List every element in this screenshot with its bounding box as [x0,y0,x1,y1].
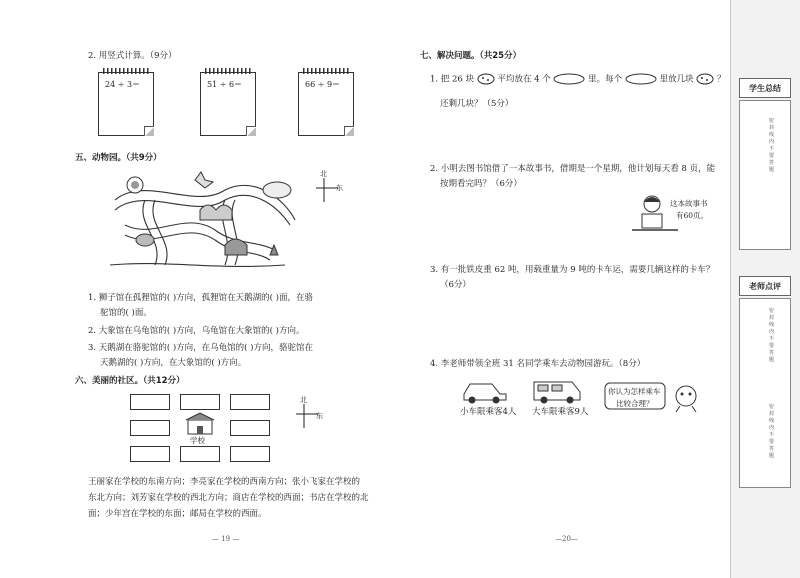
school-building-icon [186,412,214,436]
community-box-n [180,394,220,410]
community-box-w [130,420,170,436]
community-text-line-1: 王丽家在学校的东南方向；李亮家在学校的西南方向；张小飞家在学校的 [88,477,361,487]
calc-card-2 [200,72,256,136]
big-car-icon [530,376,584,404]
zoo-question-1-cont: 驼馆的( )面。 [100,308,152,318]
zoo-question-3-cont: 天鹅湖的( )方向，在大象馆的( )方向。 [100,358,247,368]
q3-line1: 3. 有一批铁皮重 62 吨，用载重量为 9 吨的卡车运，需要几辆这样的卡车？ [430,265,715,275]
score-sidebar [730,0,800,578]
q2-bubble-line2: 有60页。 [676,211,709,220]
community-box-sw [130,446,170,462]
community-text-line-3: 面；少年宫在学校的东面；邮局在学校的西面。 [88,509,267,519]
deer-figure [270,245,278,255]
q1-text-c: 里。每个 [588,74,623,85]
page-number-left: — 19 — [212,535,240,543]
q4-line1: 4. 李老师带领全班 31 名同学乘车去动物园游玩。（8分） [430,359,646,369]
plate-icon [553,73,585,85]
cake-icon-2 [696,73,714,85]
community-box-nw [130,394,170,410]
lion-figure [127,177,143,193]
swan-lake-figure [263,182,291,198]
teacher-comment-box[interactable] [739,298,791,488]
camel-figure [200,205,232,220]
cake-icon [477,73,495,85]
community-box-ne [230,394,270,410]
zoo-question-1: 1. 狮子馆在孤狸馆的( )方向，孤狸馆在天鹅湖的( )面，在骆 [88,293,313,303]
compass-north-label: 北 [320,170,327,178]
seal-line-note-2: 密封线内不要答题 [768,308,774,363]
student-summary-header: 学生总结 [739,78,791,98]
q4-bubble-line1: 你认为怎样乘车 [608,387,661,396]
q2-title: 2. 用竖式计算。（9分） [88,51,177,61]
calc-expression-3: 66 ÷ 9＝ [305,80,341,89]
right-page [400,0,730,578]
calc-card-1 [98,72,154,136]
q3-line2: （6分） [440,280,471,290]
student-summary-box[interactable] [739,100,791,250]
calc-expression-1: 24 ÷ 3＝ [105,80,141,89]
q4-bubble-line2: 比较合理？ [616,399,654,408]
q1-text-d: 里放几块 [659,74,694,85]
turtle-figure [136,234,154,246]
calc-card-3 [298,72,354,136]
q1-text-a: 1. 把 26 块 [430,74,475,85]
big-car-label: 大车限乘客9人 [532,407,589,417]
community-box-e [230,420,270,436]
plate-icon-2 [625,73,657,85]
cartoon-mascot-icon [672,384,700,414]
seal-line-note-1: 密封线内不要答题 [768,118,774,173]
calc-expression-2: 51 ÷ 6＝ [207,80,243,89]
school-label: 学校 [190,436,205,445]
q2-line1: 2. 小明去图书馆借了一本故事书，借期是一个星期，他计划每天看 8 页，能 [430,164,716,174]
page-number-right: —20— [555,535,578,543]
q1-text-e: ？ [717,74,726,85]
q2-bubble-line1: 这本故事书 [670,199,708,208]
zoo-map-illustration [105,170,305,280]
community-box-se [230,446,270,462]
q2-line2: 按期看完吗？（6分） [440,179,522,189]
zoo-question-2: 2. 大象馆在乌龟馆的( )方向，乌龟馆在大象馆的( )方向。 [88,326,305,336]
section7-title: 七、解决问题。（共25分） [420,51,522,61]
fox-figure [195,172,213,188]
compass-east-label-2: 东 [316,412,323,420]
compass-north-label-2: 北 [300,396,307,404]
seal-line-note-3: 密封线内不要答题 [768,404,774,459]
q1-text-b: 平均放在 4 个 [497,74,551,85]
community-box-s [180,446,220,462]
compass-east-label: 东 [336,184,343,192]
zoo-question-3: 3. 天鹅湖在骆驼馆的( )方向，在乌龟馆的( )方向，骆驼馆在 [88,343,313,353]
teacher-comment-header: 老师点评 [739,276,791,296]
section5-title: 五、动物园。（共9分） [75,153,162,163]
small-car-label: 小车限乘客4人 [460,407,517,417]
q1-line1 [430,73,726,86]
section6-title: 六、美丽的社区。（共12分） [75,376,185,386]
q1-line2: 还剩几块？（5分） [440,99,514,109]
small-car-icon [460,378,510,404]
community-text-line-2: 东北方向；刘芳家在学校的西北方向；商店在学校的西面；书店在学校的北 [88,493,369,503]
